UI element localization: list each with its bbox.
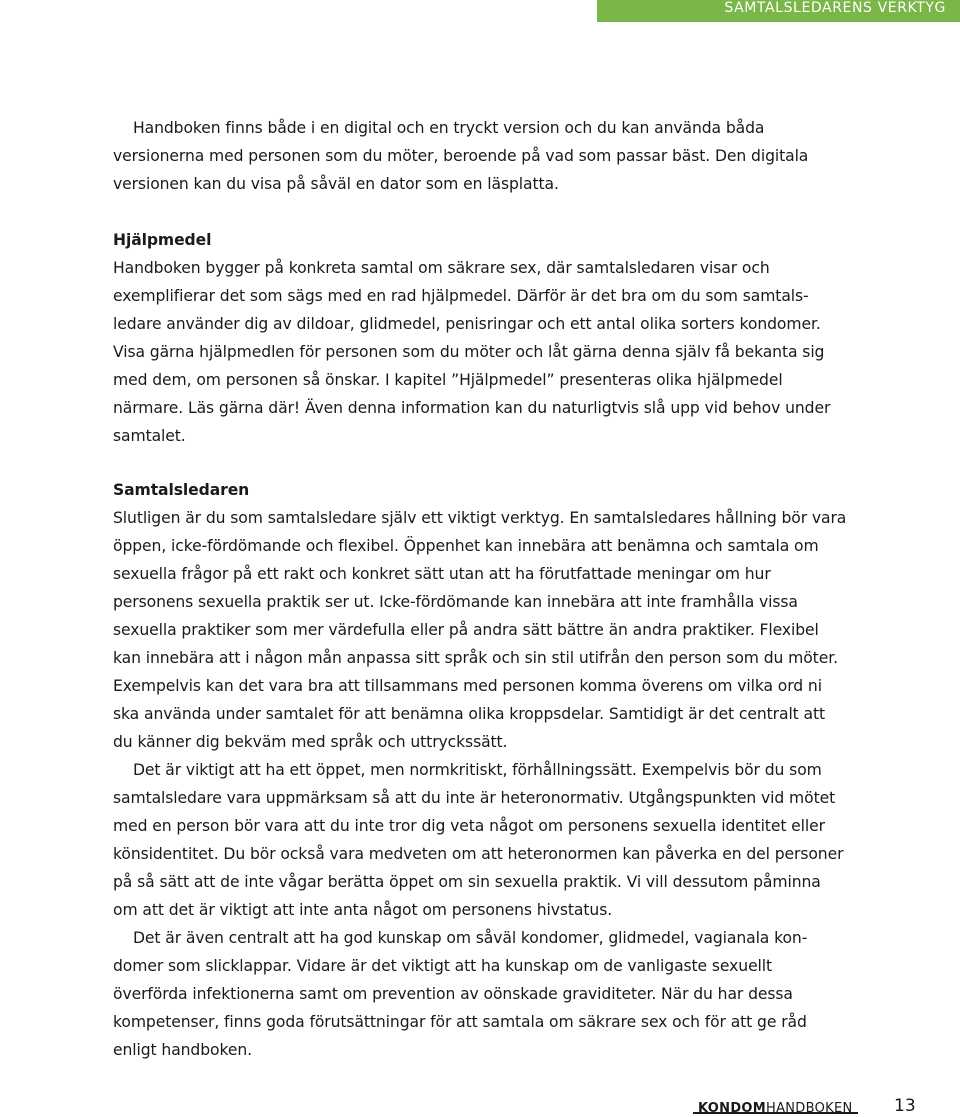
body-text [113, 114, 848, 1064]
footer-brand-bold: KONDOM [698, 1101, 766, 1116]
hjalpmedel-paragraph: Handboken bygger på konkreta samtal om säkrare sex, där samtalsledaren visar och exemplifierar det som sägs med en rad hjälpmedel. Därför är det bra om du som samtalsledare använder dig av dildoar, glidmedel, penisringar och ett antal olika sorters kondomer. Visa gärna hjälpmedlen för personen som du möter och låt gärna denna själv få bekanta sig med dem, om personen så önskar. I kapitel ”Hjälpmedel” presenteras olika hjälpmedel närmare. Läs gärna där! Även denna information kan du naturligtvis slå upp vid behov under samtalet. [113, 259, 831, 445]
samtalsledaren-paragraph-2: Det är viktigt att ha ett öppet, men normkritiskt, förhållningssätt. Exempelvis bör du som samtalsledare vara uppmärksam så att du inte är heteronormativ. Utgångspunkten vid mötet med en person bör vara att du inte tror dig veta något om personens sexuella identitet eller könsidentitet. Du bör också vara medveten om att heteronormen kan påverka en del personer på så sätt att de inte vågar berätta öppet om sin sexuella praktik. Vi vill dessutom påminna om att det är viktigt att inte anta något om personens hivstatus. [113, 761, 844, 919]
heading-samtalsledaren: Samtalsledaren [113, 481, 250, 499]
samtalsledaren-paragraph-3: Det är även centralt att ha god kunskap om såväl kondomer, glidmedel, vagianala kondomer som slicklappar. Vidare är det viktigt att ha kunskap om de vanligaste sexuellt överförda infektionerna samt om prevention av oönskade graviditeter. När du har dessa kompetenser, finns goda förutsättningar för att samtala om säkrare sex och för att ge råd enligt handboken. [113, 929, 808, 1059]
samtalsledaren-paragraph-1: Slutligen är du som samtalsledare själv ett viktigt verktyg. En samtalsledares hållning bör vara öppen, icke-fördömande och flexibel. Öppenhet kan innebära att benämna och samtala om sexuella frågor på ett rakt och konkret sätt utan att ha förutfattade meningar om hur personens sexuella praktik ser ut. Icke-fördömande kan innebära att inte framhålla vissa sexuella praktiker som mer värdefulla eller på andra sätt bättre än andra praktiker. Flexibel kan innebära att i någon mån anpassa sitt språk och sin stil utifrån den person som du möter. Exempelvis kan det vara bra att tillsammans med personen komma överens om vilka ord ni ska använda under samtalet för att benämna olika kroppsdelar. Samtidigt är det centralt att du känner dig bekväm med språk och uttryckssätt. [113, 509, 847, 751]
footer-brand-regular: HANDBOKEN [766, 1101, 853, 1116]
page-number: 13 [894, 1096, 916, 1116]
intro-paragraph: Handboken finns både i en digital och en tryckt version och du kan använda båda versionerna med personen som du möter, beroende på vad som passar bäst. Den digitala versionen kan du visa på såväl en dator som en läsplatta. [113, 119, 809, 193]
footer-brand [698, 1100, 853, 1117]
heading-hjalpmedel: Hjälpmedel [113, 231, 212, 249]
section-title: SAMTALSLEDARENS VERKTYG [724, 0, 946, 16]
section-header-band [597, 0, 960, 22]
